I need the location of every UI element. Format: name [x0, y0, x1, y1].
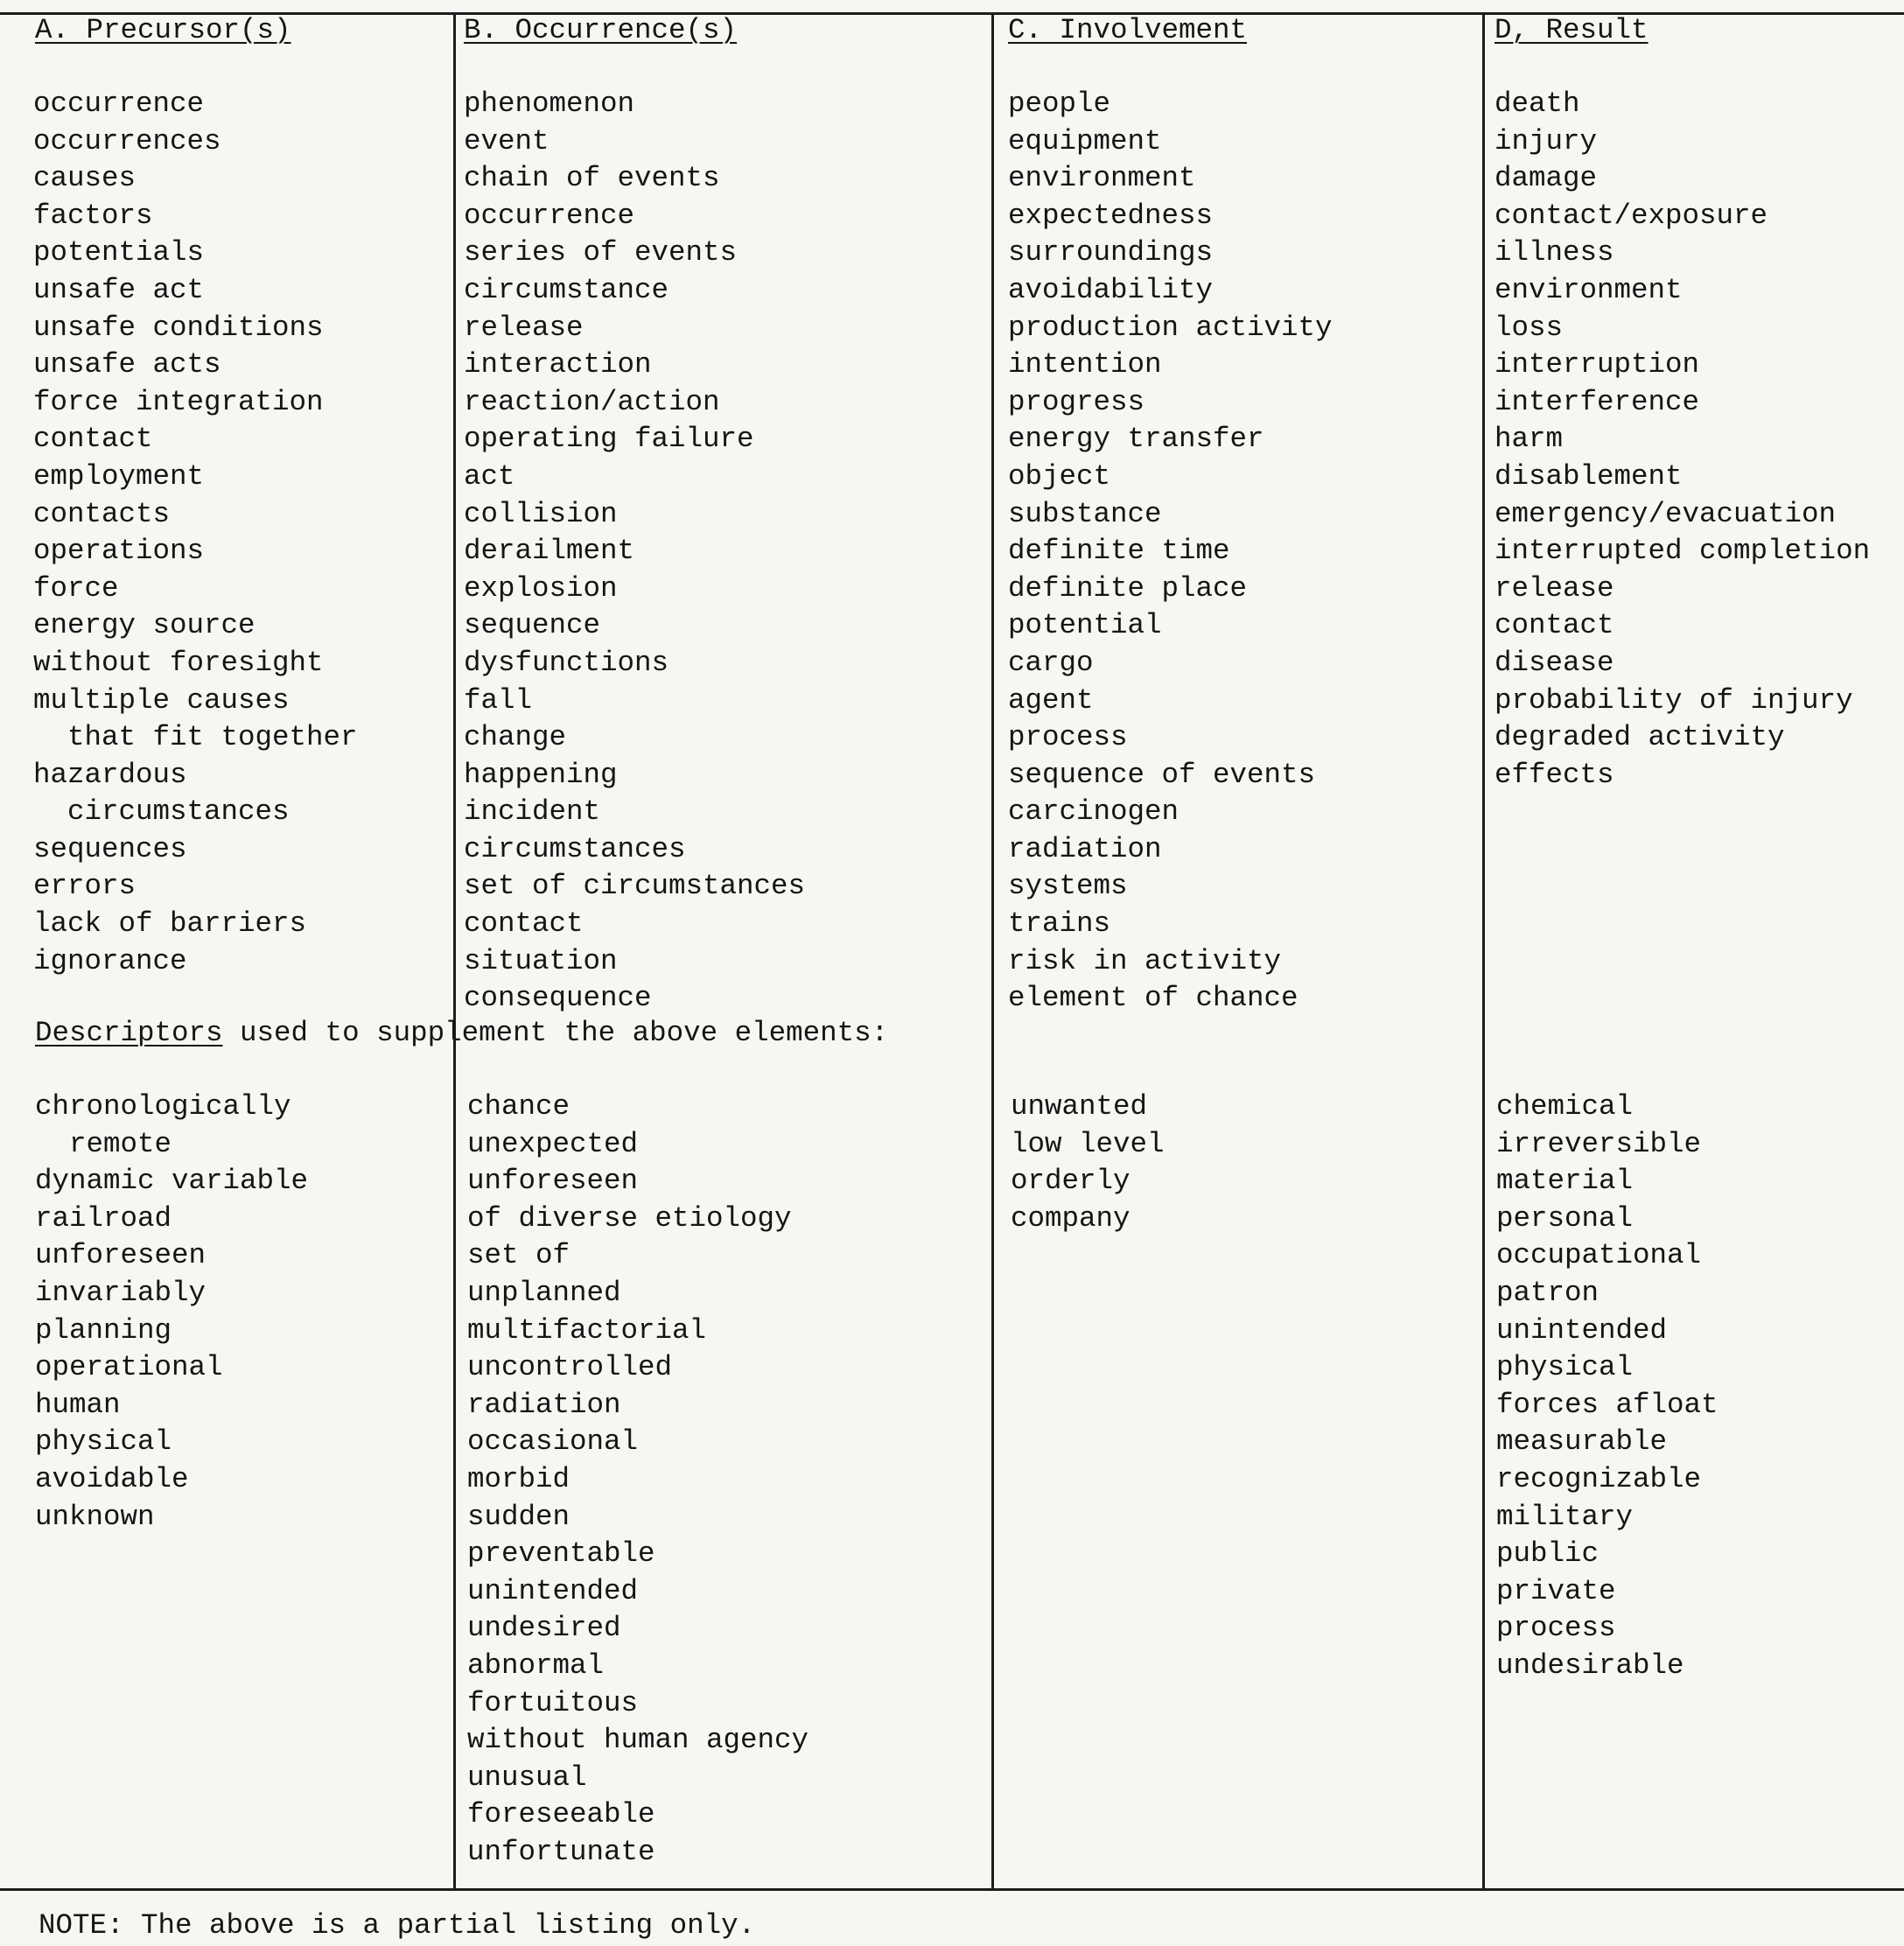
list-item: irreversible	[1496, 1127, 1702, 1160]
list-item: force	[33, 571, 119, 605]
list-item: happening	[464, 758, 618, 791]
list-item: sequence of events	[1008, 758, 1316, 791]
list-item: chronologically	[35, 1090, 291, 1123]
list-item: interruption	[1494, 348, 1700, 382]
list-item: circumstances	[33, 795, 290, 829]
list-item: employment	[33, 459, 205, 493]
list-item: element of chance	[1008, 982, 1298, 1015]
occurrence-terms	[464, 86, 805, 1018]
list-item: contacts	[33, 497, 171, 530]
list-item: unexpected	[467, 1127, 639, 1160]
header-occurrences: B. Occurrence(s)	[464, 14, 738, 46]
list-item: substance	[1008, 497, 1162, 530]
list-item: definite time	[1008, 535, 1230, 568]
list-item: physical	[1496, 1351, 1634, 1384]
list-item: ignorance	[33, 944, 187, 977]
list-item: radiation	[467, 1388, 621, 1421]
list-item: patron	[1496, 1276, 1600, 1309]
list-item: object	[1008, 459, 1111, 493]
list-item: unplanned	[467, 1276, 621, 1309]
list-item: consequence	[464, 982, 652, 1015]
list-item: human	[35, 1388, 121, 1421]
list-item: unwanted	[1011, 1090, 1148, 1123]
list-item: occurrence	[464, 199, 635, 232]
list-item: interference	[1494, 385, 1700, 418]
list-item: event	[464, 124, 550, 158]
list-item: of diverse etiology	[467, 1201, 792, 1235]
list-item: dysfunctions	[464, 646, 669, 679]
list-item: forces afloat	[1496, 1388, 1718, 1421]
list-item: chain of events	[464, 162, 720, 195]
list-item: effects	[1494, 758, 1614, 791]
list-item: energy transfer	[1008, 423, 1264, 456]
list-item: degraded activity	[1494, 721, 1785, 754]
list-item: unsafe conditions	[33, 311, 324, 344]
list-item: measurable	[1496, 1425, 1668, 1459]
list-item: risk in activity	[1008, 944, 1282, 977]
list-item: causes	[33, 162, 136, 195]
list-item: death	[1494, 88, 1580, 120]
list-item: set of	[467, 1239, 570, 1272]
list-item: orderly	[1011, 1165, 1130, 1198]
list-item: unintended	[1496, 1313, 1668, 1347]
list-item: trains	[1008, 907, 1111, 941]
list-item: fall	[464, 683, 533, 717]
list-item: remote	[35, 1127, 172, 1160]
list-item: contact	[33, 423, 153, 456]
list-item: probability of injury	[1494, 683, 1853, 717]
list-item: series of events	[464, 236, 738, 270]
list-item: operational	[35, 1351, 223, 1384]
list-item: hazardous	[33, 758, 187, 791]
list-item: preventable	[467, 1537, 655, 1571]
list-item: harm	[1494, 423, 1564, 456]
list-item: sequences	[33, 832, 187, 865]
list-item: circumstances	[464, 832, 686, 865]
list-item: company	[1011, 1201, 1130, 1235]
list-item: avoidability	[1008, 273, 1214, 306]
list-item: interrupted completion	[1494, 535, 1871, 568]
list-item: set of circumstances	[464, 870, 806, 903]
list-item: expectedness	[1008, 199, 1214, 232]
list-item: emergency/evacuation	[1494, 497, 1837, 530]
list-item: undesired	[467, 1612, 621, 1645]
bottom-rule	[0, 1888, 1904, 1891]
list-item: environment	[1008, 162, 1196, 195]
involvement-terms	[1008, 86, 1333, 1018]
list-item: multifactorial	[467, 1313, 707, 1347]
list-item: unintended	[467, 1574, 639, 1607]
list-item: illness	[1494, 236, 1614, 270]
list-item: multiple causes	[33, 683, 290, 717]
list-item: progress	[1008, 385, 1145, 418]
list-item: unsafe act	[33, 273, 205, 306]
list-item: situation	[464, 944, 618, 977]
list-item: avoidable	[35, 1462, 189, 1495]
list-item: environment	[1494, 273, 1683, 306]
list-item: energy source	[33, 609, 256, 642]
list-item: dynamic variable	[35, 1165, 309, 1198]
list-item: occasional	[467, 1425, 639, 1459]
list-item: occurrences	[33, 124, 221, 158]
list-item: chance	[467, 1090, 570, 1123]
divider-b-c	[991, 12, 994, 1890]
result-descriptors	[1496, 1088, 1718, 1685]
list-item: incident	[464, 795, 601, 829]
list-item: equipment	[1008, 124, 1162, 158]
list-item: occupational	[1496, 1239, 1702, 1272]
list-item: carcinogen	[1008, 795, 1180, 829]
list-item: chemical	[1496, 1090, 1634, 1123]
list-item: unfortunate	[467, 1835, 655, 1868]
list-item: occurrence	[33, 88, 205, 120]
list-item: people	[1008, 88, 1111, 120]
result-terms	[1494, 86, 1870, 794]
list-item: process	[1008, 721, 1128, 754]
divider-a-b	[453, 12, 456, 1890]
list-item: derailment	[464, 535, 635, 568]
list-item: damage	[1494, 162, 1598, 195]
header-precursors: A. Precursor(s)	[35, 14, 291, 46]
list-item: release	[464, 311, 584, 344]
occurrence-descriptors	[467, 1088, 808, 1871]
list-item: fortuitous	[467, 1686, 639, 1719]
list-item: contact/exposure	[1494, 199, 1768, 232]
list-item: operating failure	[464, 423, 754, 456]
list-item: personal	[1496, 1201, 1634, 1235]
list-item: railroad	[35, 1201, 172, 1235]
descriptors-intro	[35, 1015, 888, 1052]
list-item: reaction/action	[464, 385, 720, 418]
list-item: agent	[1008, 683, 1094, 717]
list-item: without human agency	[467, 1724, 809, 1757]
header-involvement: C. Involvement	[1008, 14, 1248, 46]
list-item: potential	[1008, 609, 1162, 642]
list-item: contact	[464, 907, 584, 941]
list-item: private	[1496, 1574, 1616, 1607]
list-item: loss	[1494, 311, 1564, 344]
list-item: definite place	[1008, 571, 1248, 605]
list-item: recognizable	[1496, 1462, 1702, 1495]
list-item: potentials	[33, 236, 205, 270]
list-item: that fit together	[33, 721, 358, 754]
list-item: unforeseen	[35, 1239, 206, 1272]
list-item: operations	[33, 535, 205, 568]
list-item: cargo	[1008, 646, 1094, 679]
list-item: planning	[35, 1313, 172, 1347]
involvement-descriptors	[1011, 1088, 1165, 1237]
list-item: explosion	[464, 571, 618, 605]
list-item: foreseeable	[467, 1798, 655, 1831]
list-item: production activity	[1008, 311, 1333, 344]
list-item: unusual	[467, 1760, 587, 1794]
list-item: release	[1494, 571, 1614, 605]
list-item: interaction	[464, 348, 652, 382]
list-item: change	[464, 721, 567, 754]
list-item: factors	[33, 199, 153, 232]
list-item: morbid	[467, 1462, 570, 1495]
list-item: phenomenon	[464, 88, 635, 120]
list-item: physical	[35, 1425, 172, 1459]
list-item: injury	[1494, 124, 1598, 158]
list-item: intention	[1008, 348, 1162, 382]
list-item: sudden	[467, 1500, 570, 1533]
list-item: low level	[1011, 1127, 1165, 1160]
list-item: abnormal	[467, 1648, 605, 1682]
list-item: disablement	[1494, 459, 1683, 493]
list-item: force integration	[33, 385, 324, 418]
list-item: surroundings	[1008, 236, 1214, 270]
list-item: unknown	[35, 1500, 155, 1533]
list-item: systems	[1008, 870, 1128, 903]
list-item: military	[1496, 1500, 1634, 1533]
list-item: errors	[33, 870, 136, 903]
list-item: collision	[464, 497, 618, 530]
list-item: contact	[1494, 609, 1614, 642]
list-item: undesirable	[1496, 1648, 1684, 1682]
list-item: disease	[1494, 646, 1614, 679]
precursor-descriptors	[35, 1088, 308, 1536]
list-item: public	[1496, 1537, 1600, 1571]
descriptors-label: Descriptors	[35, 1017, 223, 1049]
list-item: lack of barriers	[33, 907, 307, 941]
descriptors-intro-text: used to supplement the above elements:	[222, 1017, 889, 1049]
divider-c-d	[1482, 12, 1485, 1890]
list-item: material	[1496, 1165, 1634, 1198]
list-item: invariably	[35, 1276, 206, 1309]
footnote: NOTE: The above is a partial listing only.	[38, 1909, 756, 1942]
list-item: process	[1496, 1612, 1616, 1645]
list-item: uncontrolled	[467, 1351, 673, 1384]
list-item: act	[464, 459, 515, 493]
list-item: without foresight	[33, 646, 324, 679]
header-result: D, Result	[1494, 14, 1648, 46]
list-item: circumstance	[464, 273, 669, 306]
list-item: unforeseen	[467, 1165, 639, 1198]
list-item: sequence	[464, 609, 601, 642]
list-item: radiation	[1008, 832, 1162, 865]
precursor-terms	[33, 86, 358, 980]
list-item: unsafe acts	[33, 348, 221, 382]
